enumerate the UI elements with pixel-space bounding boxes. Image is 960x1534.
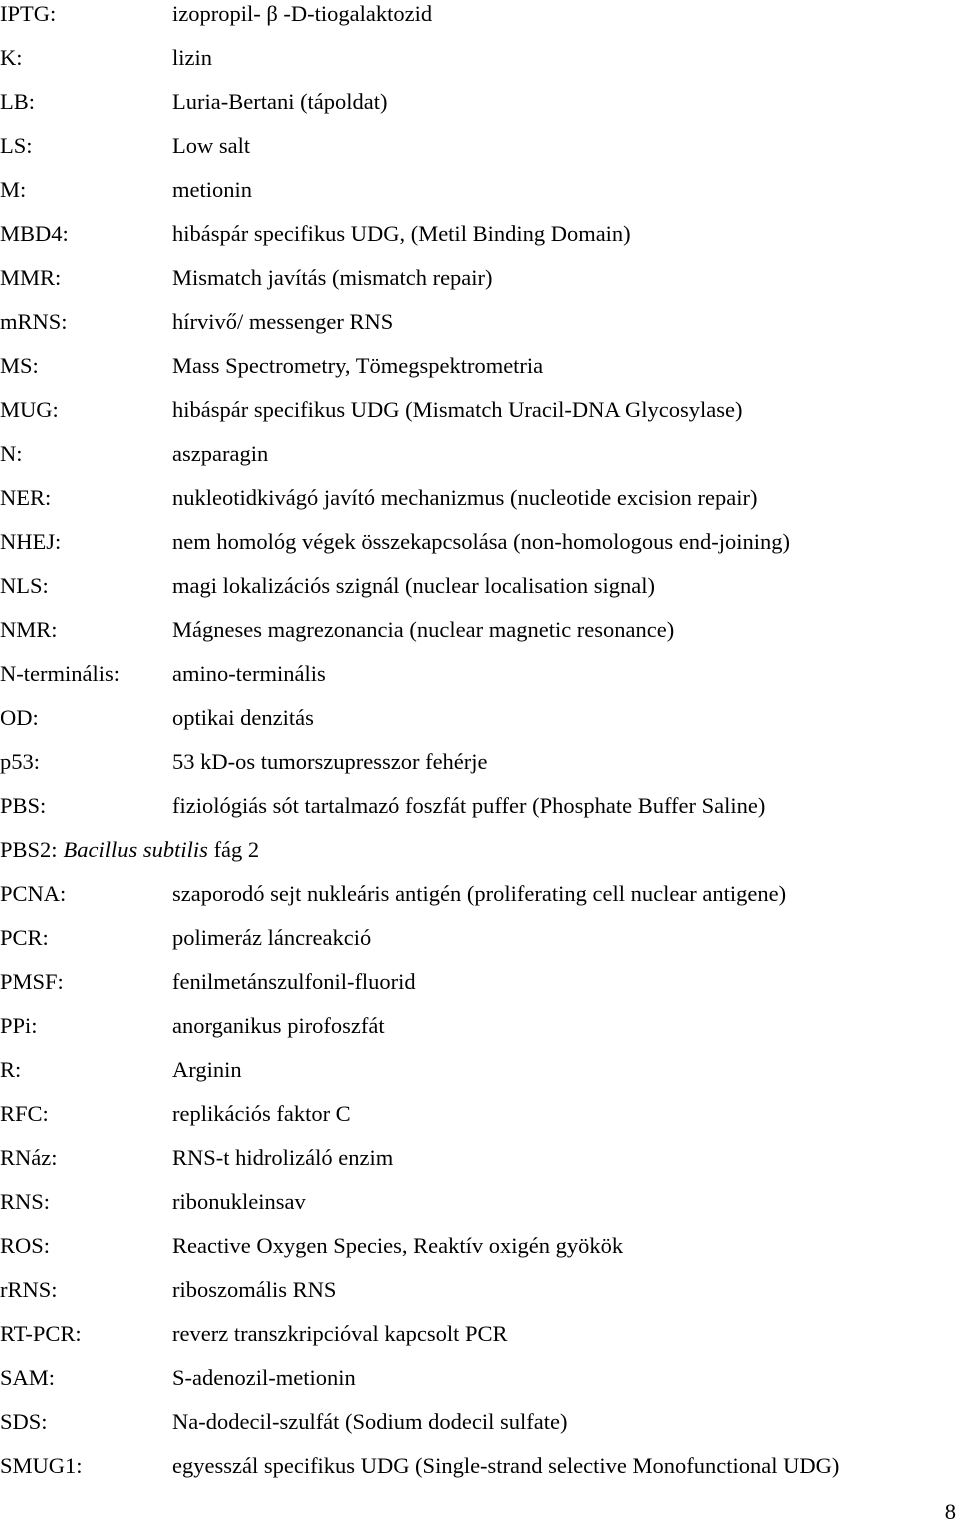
list-item [0,220,960,264]
abbreviation: PBS2: [0,837,58,862]
definition: magi lokalizációs szignál (nuclear localisation signal) [172,573,655,598]
abbreviation: mRNS: [0,309,68,334]
abbreviation: M: [0,177,27,202]
definition: hírvivő/ messenger RNS [172,309,394,334]
list-item [0,396,960,440]
abbreviation: PBS: [0,793,47,818]
definition: aszparagin [172,441,269,466]
list-item [0,1452,960,1496]
abbreviation: SMUG1: [0,1453,83,1478]
list-item [0,88,960,132]
definition: nukleotidkivágó javító mechanizmus (nucleotide excision repair) [172,485,758,510]
list-item [0,1012,960,1056]
definition: Luria-Bertani (tápoldat) [172,89,388,114]
list-item [0,352,960,396]
list-item [0,308,960,352]
abbreviation: rRNS: [0,1277,58,1302]
list-item [0,1320,960,1364]
list-item [0,132,960,176]
list-item [0,880,960,924]
abbreviation: p53: [0,749,41,774]
abbreviation: N: [0,441,23,466]
abbreviation: K: [0,45,23,70]
definition [0,836,259,864]
list-item [0,792,960,836]
abbreviation: RNS: [0,1189,51,1214]
list-item [0,440,960,484]
list-item [0,704,960,748]
list-item [0,528,960,572]
abbreviation: MS: [0,353,39,378]
abbreviation: LS: [0,133,33,158]
definition: hibáspár specifikus UDG, (Metil Binding Domain) [172,221,631,246]
definition: anorganikus pirofoszfát [172,1013,385,1038]
definition: fiziológiás sót tartalmazó foszfát puffer (Phosphate Buffer Saline) [172,793,766,818]
list-item [0,836,960,880]
definition: 53 kD-os tumorszupresszor fehérje [172,749,488,774]
list-item [0,484,960,528]
abbreviation: ROS: [0,1233,51,1258]
definition: Mass Spectrometry, Tömegspektrometria [172,353,544,378]
definition: amino-terminális [172,661,326,686]
definition: Arginin [172,1057,242,1082]
definition: Low salt [172,133,251,158]
definition-italic: Bacillus subtilis [63,837,208,862]
abbreviation: R: [0,1057,22,1082]
abbreviation: NHEJ: [0,529,62,554]
definition: Mágneses magrezonancia (nuclear magnetic resonance) [172,617,675,642]
list-item [0,1100,960,1144]
definition: metionin [172,177,252,202]
abbreviation: PCNA: [0,881,67,906]
list-item [0,1232,960,1276]
definition: optikai denzitás [172,705,314,730]
list-item [0,1144,960,1188]
list-item [0,748,960,792]
abbreviation: N-terminális: [0,661,120,686]
definition: egyesszál specifikus UDG (Single-strand selective Monofunctional UDG) [172,1453,840,1478]
definition: fenilmetánszulfonil-fluorid [172,969,416,994]
definition: RNS-t hidrolizáló enzim [172,1145,394,1170]
list-item [0,616,960,660]
list-item [0,264,960,308]
definition: Na-dodecil-szulfát (Sodium dodecil sulfate) [172,1409,568,1434]
definition: replikációs faktor C [172,1101,351,1126]
abbreviation: RFC: [0,1101,49,1126]
definition: polimeráz láncreakció [172,925,372,950]
abbreviation: OD: [0,705,39,730]
abbreviation: MBD4: [0,221,69,246]
list-item [0,968,960,1012]
abbreviation: SAM: [0,1365,56,1390]
abbreviation: LB: [0,89,36,114]
abbreviation: NER: [0,485,52,510]
list-item [0,44,960,88]
abbreviation: RNáz: [0,1145,58,1170]
definition: lizin [172,45,212,70]
definition: Reactive Oxygen Species, Reaktív oxigén gyökök [172,1233,624,1258]
abbreviation: SDS: [0,1409,48,1434]
definition: izopropil- β -D-tiogalaktozid [172,1,433,26]
list-item [0,1188,960,1232]
abbreviation: IPTG: [0,1,57,26]
abbreviation: PPi: [0,1013,38,1038]
definition: ribonukleinsav [172,1189,306,1214]
list-item [0,0,960,44]
abbreviation: MUG: [0,397,59,422]
abbreviation: NLS: [0,573,49,598]
list-item [0,1056,960,1100]
definition: Mismatch javítás (mismatch repair) [172,265,493,290]
abbreviation: MMR: [0,265,62,290]
definition: hibáspár specifikus UDG (Mismatch Uracil-DNA Glycosylase) [172,397,743,422]
definition: reverz transzkripcióval kapcsolt PCR [172,1321,508,1346]
abbreviation: RT-PCR: [0,1321,82,1346]
abbreviation: PCR: [0,925,49,950]
definition-rest: fág 2 [207,837,260,862]
definition: S-adenozil-metionin [172,1365,356,1390]
list-item [0,1408,960,1452]
list-item [0,1364,960,1408]
list-item [0,176,960,220]
definition: riboszomális RNS [172,1277,337,1302]
abbreviation: NMR: [0,617,58,642]
page-number: 8 [944,1499,956,1524]
list-item [0,924,960,968]
list-item [0,572,960,616]
definition: szaporodó sejt nukleáris antigén (proliferating cell nuclear antigene) [172,881,787,906]
list-item [0,1276,960,1320]
list-item [0,660,960,704]
definition: nem homológ végek összekapcsolása (non-homologous end-joining) [172,529,791,554]
abbreviation: PMSF: [0,969,64,994]
